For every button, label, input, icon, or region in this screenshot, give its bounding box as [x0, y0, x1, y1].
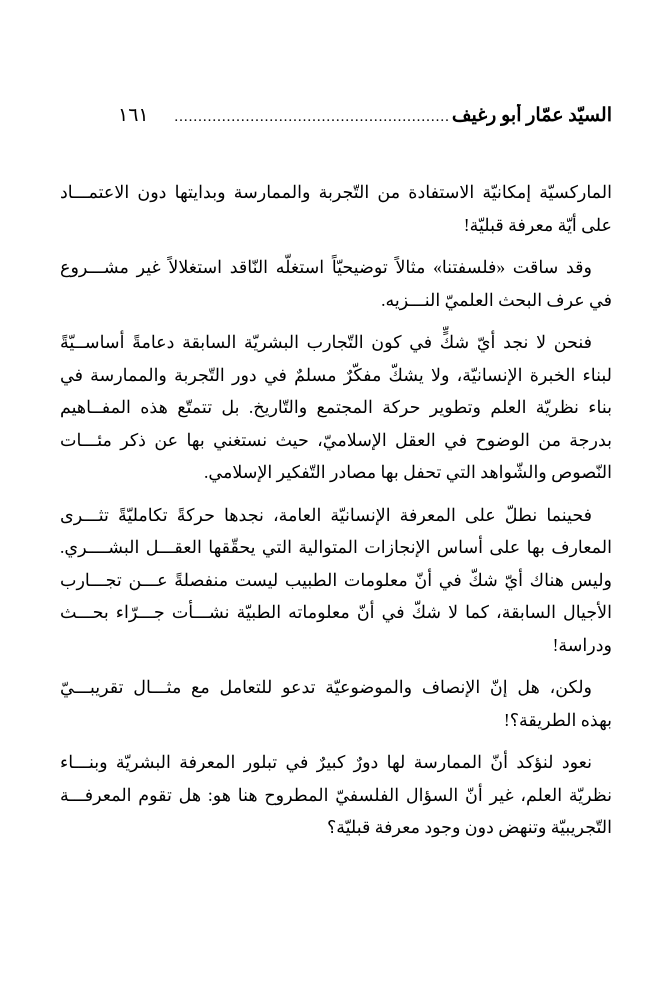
text-line: الأجيال السابقة، كما لا شكّ في أنّ معلوماته الطبيّة نشـــأت جـــرّاء بحـــث	[60, 602, 612, 622]
text-line: وقد ساقت «فلسفتنا» مثالاً توضيحيّاً استغلّه النّاقد استغلالاً غير مشـــروع	[60, 257, 592, 277]
text-line: لبناء الخبرة الإنسانيّة، ولا يشكّ مفكّرٌ مسلمٌ في دور التّجربة والممارسة في	[60, 364, 612, 385]
text-line: المعارف بها على أساس الإنجازات المتوالية التي يحقّقها العقـــل البشــــري.	[60, 537, 612, 557]
paragraph	[60, 176, 612, 241]
text-line: ولكن، هل إنّ الإنصاف والموضوعيّة تدعو للتعامل مع مثـــال تقريبـــيّ	[60, 677, 592, 697]
text-line: بهذه الطريقة؟!	[503, 709, 612, 730]
body-text	[60, 176, 612, 854]
text-line: على أيّة معرفة قبليّة!	[463, 214, 612, 235]
text-line: فنحن لا نجد أيّ شكٍّ في كون التّجارب البشريّة السابقة دعامةً أساســيّةً	[60, 332, 592, 352]
text-line: ودراسة!	[552, 634, 612, 655]
text-line: وليس هناك أيّ شكّ في أنّ معلومات الطبيب ليست منفصلةً عـــن تجـــارب	[60, 569, 612, 590]
paragraph	[60, 671, 612, 736]
paragraph	[60, 251, 612, 316]
header-leader-dots: ..........................................................	[174, 109, 450, 125]
paragraph	[60, 499, 612, 662]
text-line: النّصوص والشّواهد التي تحفل بها مصادر التّفكير الإسلامي.	[204, 462, 612, 482]
text-line: نعود لنؤكد أنّ الممارسة لها دورٌ كبيرٌ في تبلور المعرفة البشريّة وبنـــاء	[60, 752, 592, 772]
paragraph	[60, 746, 612, 844]
header-author-title: السيّد عمّار أبو رغيف	[451, 105, 612, 126]
paragraph	[60, 326, 612, 489]
text-line: نظريّة العلم، غير أنّ السؤال الفلسفيّ المطروح هنا هو: هل تقوم المعرفـــة	[60, 784, 612, 805]
running-header	[118, 104, 612, 134]
text-line: بناء نظريّة العلم وتطوير حركة المجتمع والتّاريخ. بل تتمتّع هذه المفــاهيم	[60, 397, 612, 417]
text-line: في عرف البحث العلميّ النـــزيه.	[381, 289, 612, 310]
page-number: ١٦١	[118, 105, 149, 126]
text-line: التّجريبيّة وتنهض دون وجود معرفة قبليّة؟	[326, 817, 612, 837]
text-line: بدرجة من الوضوح في العقل الإسلاميّ، حيث نستغني بها عن ذكر مئـــات	[60, 429, 612, 450]
text-line: فحينما نطلّ على المعرفة الإنسانيّة العامة، نجدها حركةً تكامليّةً تثـــرى	[60, 504, 592, 525]
text-line: الماركسيّة إمكانيّة الاستفادة من التّجربة والممارسة وبدايتها دون الاعتمـــاد	[60, 182, 612, 202]
